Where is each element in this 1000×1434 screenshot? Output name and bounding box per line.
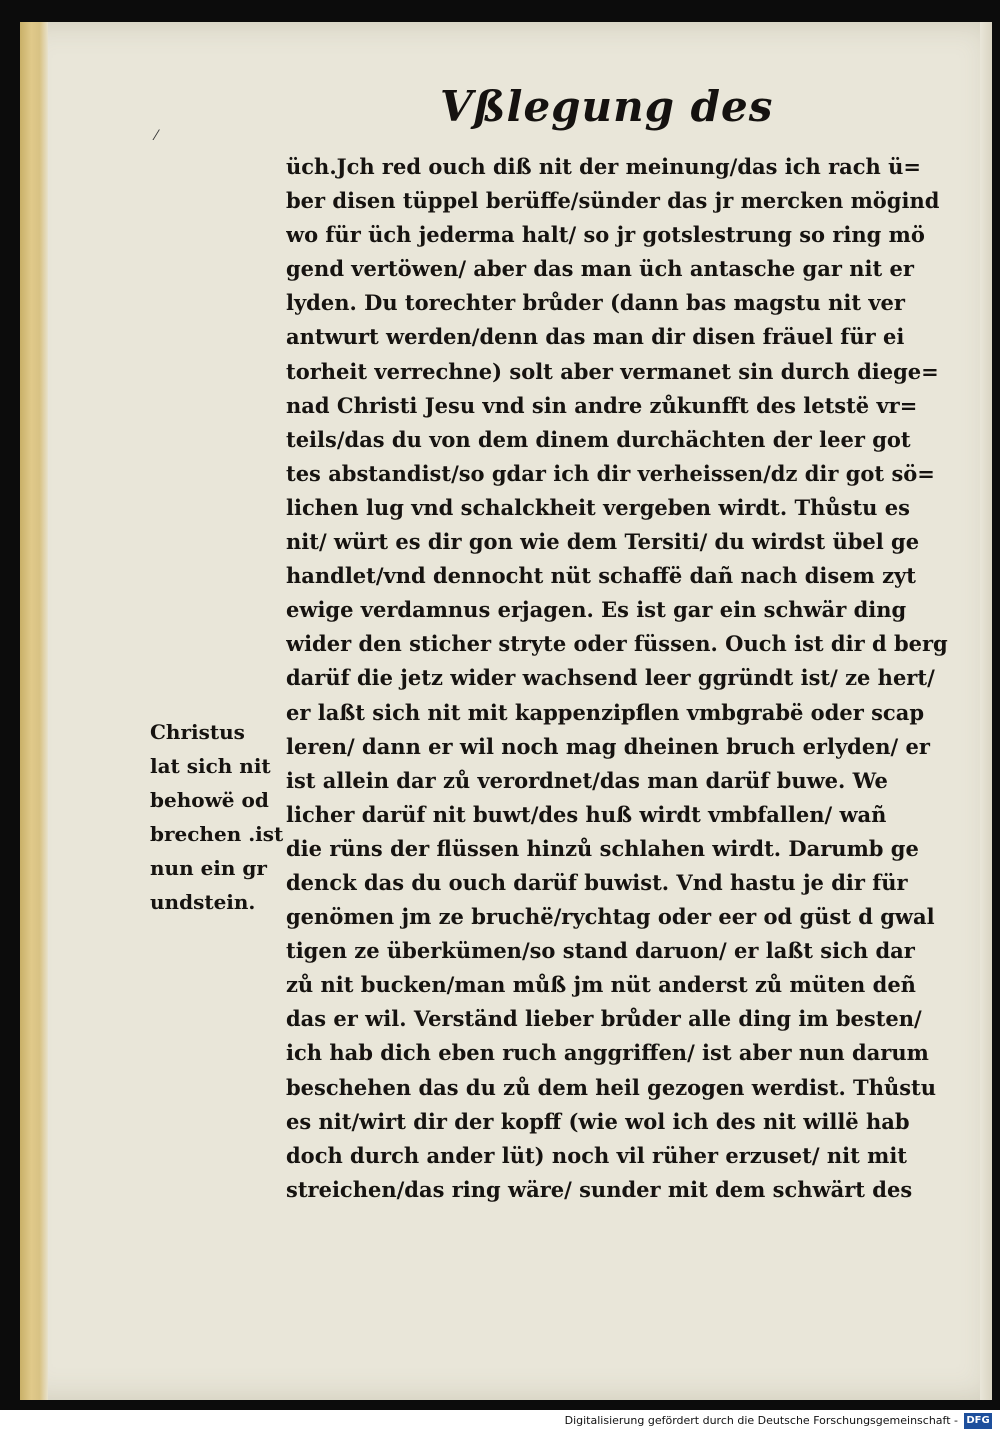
text-line: er laßt sich nit mit kappenzipflen vmbgrabë oder scap (286, 699, 925, 725)
text-line: nad Christi Jesu vnd sin andre zůkunfft des letstë vr= (286, 392, 918, 418)
text-line: zů nit bucken/man můß jm nüt anderst zů müten deñ (286, 972, 916, 998)
text-line: antwurt werden/denn das man dir disen fräuel für ei (286, 324, 905, 350)
text-line: ist allein dar zů verordnet/das man darüf buwe. We (286, 767, 888, 793)
page-gutter-edge (20, 22, 48, 1400)
footer-strip (0, 1410, 1000, 1434)
margin-note-line: behowë od (150, 788, 269, 812)
text-line: ewige verdamnus erjagen. Es ist gar ein schwär ding (286, 597, 907, 623)
text-line: gend vertöwen/ aber das man üch antasche gar nit er (286, 256, 914, 282)
text-line: torheit verrechne) solt aber vermanet sin durch diege= (286, 358, 939, 384)
text-line: lyden. Du torechter brůder (dann bas magstu nit ver (286, 290, 905, 316)
text-line: wo für üch jederma halt/ so jr gotslestrung so ring mö (286, 222, 925, 248)
text-line: das er wil. Verständ lieber brůder alle ding im besten/ (286, 1006, 922, 1032)
text-line: nit/ würt es dir gon wie dem Tersiti/ du wirdst übel ge (286, 529, 920, 555)
text-line: beschehen das du zů dem heil gezogen werdist. Thůstu (286, 1074, 937, 1100)
text-line: handlet/vnd dennocht nüt schaffë dañ nach disem zyt (286, 563, 916, 589)
text-line: lichen lug vnd schalckheit vergeben wirdt. Thůstu es (286, 494, 910, 520)
text-line: die rüns der flüssen hinzů schlahen wirdt. Darumb ge (286, 835, 919, 861)
margin-note-line: lat sich nit (150, 754, 271, 778)
text-line: es nit/wirt dir der kopff (wie wol ich des nit willë hab (286, 1108, 910, 1134)
text-line: tigen ze überkümen/so stand daruon/ er laßt sich dar (286, 938, 915, 964)
text-line: teils/das du von dem dinem durchächten der leer got (286, 426, 911, 452)
margin-note-line: brechen .ist (150, 822, 284, 846)
text-line: denck das du ouch darüf buwist. Vnd hastu je dir für (286, 869, 908, 895)
text-line: wider den sticher stryte oder füssen. Ouch ist dir d berg (286, 631, 948, 657)
ink-mark-icon: ⁄ (155, 128, 158, 144)
text-line: üch.Jch red ouch diß nit der meinung/das ich rach ü= (286, 154, 921, 179)
text-line: doch durch ander lüt) noch vil rüher erzuset/ nit mit (286, 1142, 908, 1168)
body-text (286, 150, 966, 1207)
text-line: tes abstandist/so gdar ich dir verheissen/dz dir got sö= (286, 460, 935, 486)
footer-credit: Digitalisierung gefördert durch die Deutsche Forschungsgemeinschaft - (564, 1414, 958, 1427)
running-head: Vßlegung des (440, 82, 774, 131)
margin-note (150, 715, 300, 919)
text-line: darüf die jetz wider wachsend leer ggründt ist/ ze hert/ (286, 665, 935, 691)
text-line: genömen jm ze bruchë/rychtag oder eer od güst d gwal (286, 904, 935, 930)
text-line: streichen/das ring wäre/ sunder mit dem schwärt des (286, 1176, 913, 1202)
margin-note-line: undstein. (150, 890, 256, 914)
text-line: licher darüf nit buwt/des huß wirdt vmbfallen/ wañ (286, 801, 887, 827)
page-right-edge (980, 22, 992, 1400)
margin-note-line: Christus (150, 720, 245, 744)
dfg-logo: DFG (964, 1413, 992, 1429)
text-line: ber disen tüppel berüffe/sünder das jr mercken mögind (286, 188, 940, 214)
margin-note-line: nun ein gr (150, 856, 267, 880)
text-line: leren/ dann er wil noch mag dheinen bruch erlyden/ er (286, 733, 930, 759)
text-line: ich hab dich eben ruch anggriffen/ ist aber nun darum (286, 1040, 929, 1066)
